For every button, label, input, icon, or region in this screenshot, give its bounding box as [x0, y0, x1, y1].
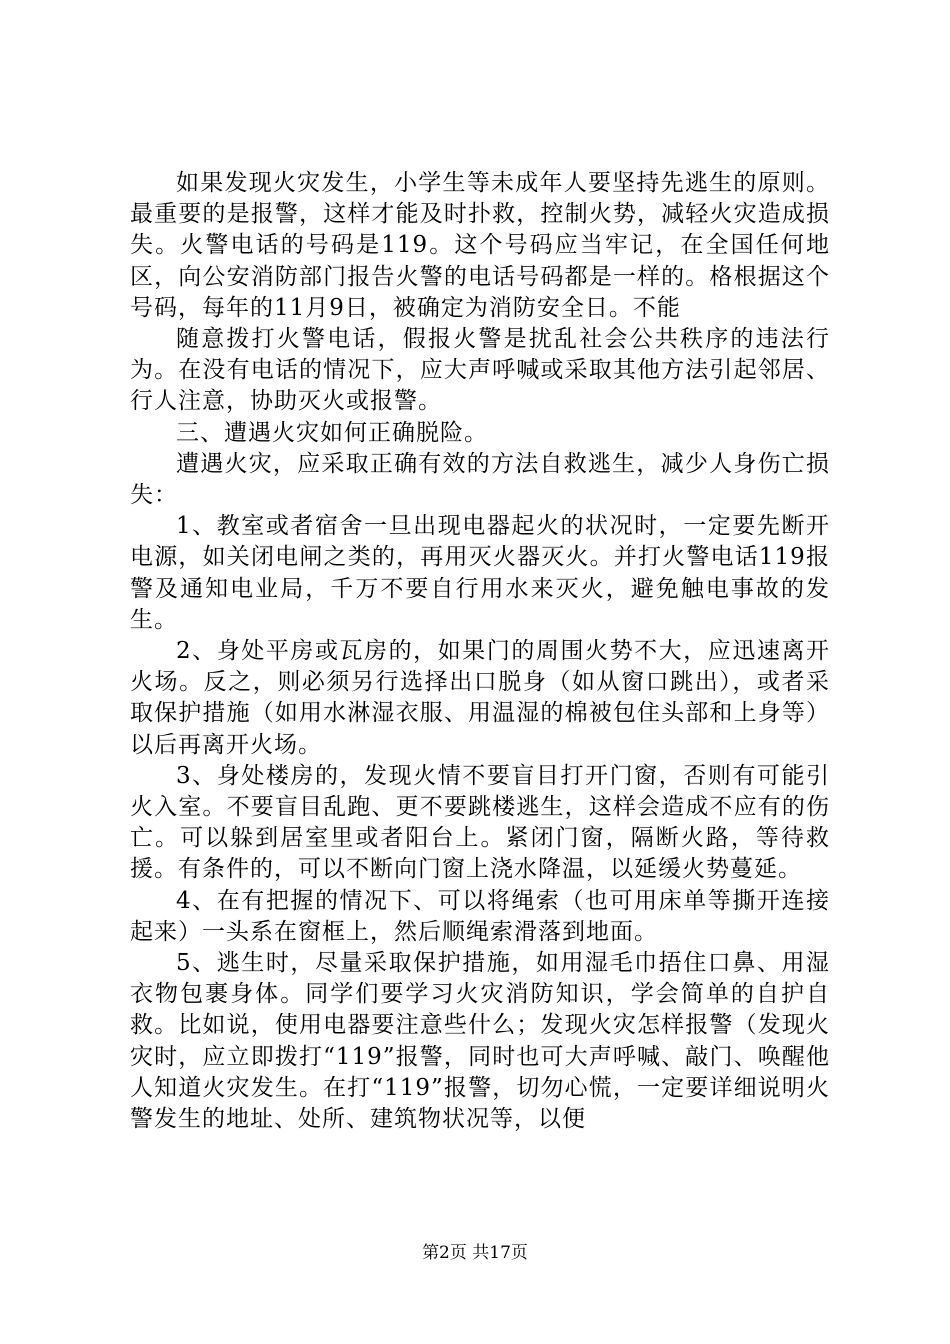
document-body [130, 168, 830, 1135]
list-item-1: 1、教室或者宿舍一旦出现电器起火的状况时，一定要先断开电源，如关闭电闸之类的，再用灭火器灭火。并打火警电话119报警及通知电业局，千万不要自行用水来灭火，避免触电事故的发生。 [130, 513, 830, 633]
list-item-4: 4、在有把握的情况下、可以将绳索（也可用床单等撕开连接起来）一头系在窗框上，然后顺绳索滑落到地面。 [130, 887, 830, 945]
paragraph-self-rescue-intro: 遭遇火灾，应采取正确有效的方法自救逃生，减少人身伤亡损失： [130, 450, 830, 509]
list-item-3: 3、身处楼房的，发现火情不要盲目打开门窗，否则有可能引火入室。不要盲目乱跑、更不要跳楼逃生，这样会造成不应有的伤亡。可以躲到居室里或者阳台上。紧闭门窗，隔断火路，等待救援。有条件的，可以不断向门窗上浇水降温，以延缓火势蔓延。 [130, 762, 830, 883]
list-item-2: 2、身处平房或瓦房的，如果门的周围火势不大，应迅速离开火场。反之，则必须另行选择出口脱身（如从窗口跳出），或者采取保护措施（如用水淋湿衣服、用温湿的棉被包住头部和上身等）以后再离开火场。 [130, 638, 830, 758]
paragraph-fire-report-principle: 如果发现火灾发生，小学生等未成年人要坚持先逃生的原则。最重要的是报警，这样才能及时扑救，控制火势，减轻火灾造成损失。火警电话的号码是119。这个号码应当牢记，在全国任何地区，向公安消防部门报告火警的电话号码都是一样的。格根据这个号码，每年的11月9日，被确定为消防安全日。不能 [130, 170, 830, 321]
paragraph-false-alarm: 随意拨打火警电话，假报火警是扰乱社会公共秩序的违法行为。在没有电话的情况下，应大声呼喊或采取其他方法引起邻居、行人注意，协助灭火或报警。 [130, 326, 830, 415]
section-heading-escape: 三、遭遇火灾如何正确脱险。 [176, 419, 488, 446]
list-item-5: 5、逃生时，尽量采取保护措施，如用湿毛巾捂住口鼻、用湿衣物包裹身体。同学们要学习火灾消防知识，学会简单的自护自救。比如说，使用电器要注意些什么；发现火灾怎样报警（发现火灾时，应立即拨打“119”报警，同时也可大声呼喊、敲门、唤醒他人知道火灾发生。在打“119”报警，切勿心慌，一定要详细说明火警发生的地址、处所、建筑物状况等，以便 [130, 950, 830, 1133]
page-number-footer: 第2页 共17页 [422, 1243, 528, 1263]
